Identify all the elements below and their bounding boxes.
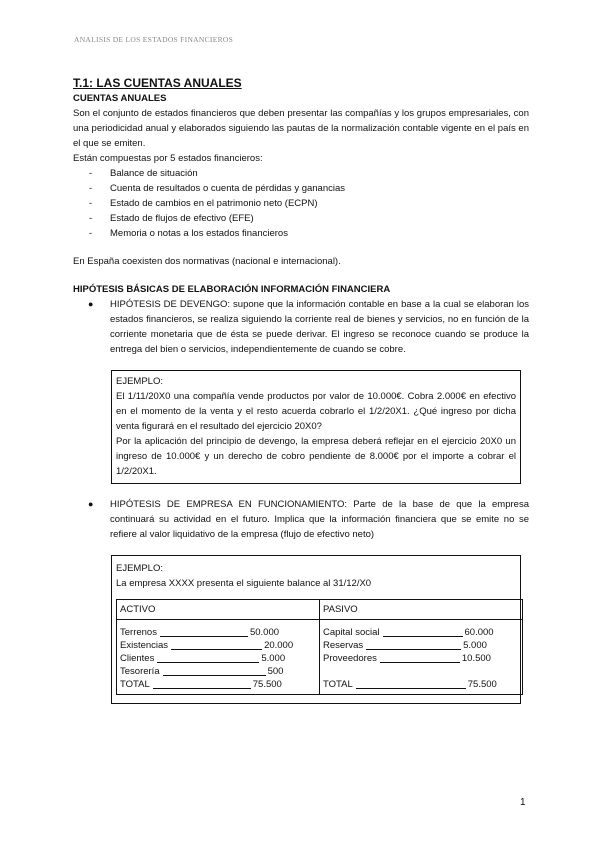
dash-marker: - [89,228,93,239]
pasivo-column [319,600,522,694]
example-box-balance [111,555,521,704]
page-content [73,75,529,704]
row-value: 5.000 [261,653,286,664]
table-row [120,626,316,639]
row-label: Terrenos [120,627,157,638]
bullet-marker: ● [88,299,94,309]
table-row [323,652,519,665]
row-value: 75.500 [467,679,497,690]
page-number: 1 [520,797,526,808]
devengo-text: : supone que la información contable en base a la cual se elaboran los estados financieros, se realiza siguiendo la corriente real de bienes y servicios, no en función de la corriente monetaria que de ésta se puede derivar. El ingreso se reconoce cuando se produce la entrega del bien o servicios, independientemente de cuando se cobre. [110,299,529,355]
definition-paragraph: Son el conjunto de estados financieros que deben presentar las compañías y los grupos empresariales, con una periodicidad anual y elaborados siguiendo las pautas de la normalización contable vigente en el país en el que se emiten. [73,108,529,149]
empresa-bullet [73,497,529,542]
composition-intro: Están compuestas por 5 estados financieros: [73,153,263,164]
dash-marker: - [89,213,93,224]
statements-list [73,166,529,241]
list-item [73,211,529,226]
bullet-marker: ● [88,499,94,509]
balance-table [116,599,523,695]
row-value: 5.000 [463,640,487,651]
list-item [73,181,529,196]
pasivo-header: PASIVO [320,600,522,620]
example-label: EJEMPLO: [116,563,163,574]
table-row [323,678,519,691]
table-row [120,652,316,665]
table-row [120,665,316,678]
row-label: Reservas [323,640,364,651]
devengo-bullet [73,297,529,357]
row-label: Proveedores [323,653,377,664]
row-label: TOTAL [120,679,150,690]
list-item [73,226,529,241]
table-row [323,639,519,652]
row-label: Tesorería [120,666,160,677]
row-label: TOTAL [323,679,353,690]
table-row [323,626,519,639]
devengo-label: HIPÓTESIS DE DEVENGO [110,299,228,310]
example-label: EJEMPLO: [116,376,163,387]
row-value: 500 [267,666,284,677]
row-value: 20.000 [264,640,294,651]
dash-marker: - [89,198,93,209]
row-label: Capital social [323,627,380,638]
example-box-devengo [111,370,521,484]
list-item [73,166,529,181]
activo-column [117,600,319,694]
balance-intro: La empresa XXXX presenta el siguiente balance al 31/12/X0 [116,578,372,589]
row-value: 50.000 [249,627,280,638]
empresa-text: : Parte de la base de que la empresa continuará su actividad en el futuro. Implica que la información financiera que se emite no se refiere al valor liquidativo de la empresa (flujo de efectivo neto) [110,499,529,540]
row-label: Existencias [120,640,169,651]
hypotheses-heading: HIPÓTESIS BÁSICAS DE ELABORACIÓN INFORMACIÓN FINANCIERA [73,284,391,295]
row-label: Clientes [120,653,155,664]
list-item-text: Memoria o notas a los estados financieros [110,228,288,239]
dash-marker: - [89,168,93,179]
row-value: 75.500 [252,679,282,690]
dash-marker: - [89,183,93,194]
list-item-text: Estado de flujos de efectivo (EFE) [110,213,254,224]
table-row [120,678,316,691]
section-subheading: CUENTAS ANUALES [73,93,167,104]
example-question: El 1/11/20X0 una compañía vende productos por valor de 10.000€. Cobra 2.000€ en efectivo en el momento de la venta y el resto acuerda cobrarlo el 1/2/20X1. ¿Qué ingreso por dicha venta figurará en el resultado del ejercicio 20X0? [116,391,516,432]
list-item-text: Cuenta de resultados o cuenta de pérdidas y ganancias [110,183,346,194]
list-item-text: Estado de cambios en el patrimonio neto (ECPN) [110,198,318,209]
section-title: T.1: LAS CUENTAS ANUALES [73,76,242,90]
example-answer: Por la aplicación del principio de devengo, la empresa deberá reflejar en el ejercicio 20X0 un ingreso de 10.000€ y un derecho de cobro pendiente de 8.000€ por el importe a cobrar el 1/2/20X1. [116,436,516,477]
list-item [73,196,529,211]
running-header: ANALISIS DE LOS ESTADOS FINANCIEROS [74,35,234,44]
table-row [120,639,316,652]
empresa-label: HIPÓTESIS DE EMPRESA EN FUNCIONAMIENTO [110,499,345,510]
activo-header: ACTIVO [117,600,319,620]
row-value: 60.000 [464,627,494,638]
row-value: 10.500 [461,653,491,664]
list-item-text: Balance de situación [110,168,198,179]
spain-note: En España coexisten dos normativas (nacional e internacional). [73,256,341,267]
